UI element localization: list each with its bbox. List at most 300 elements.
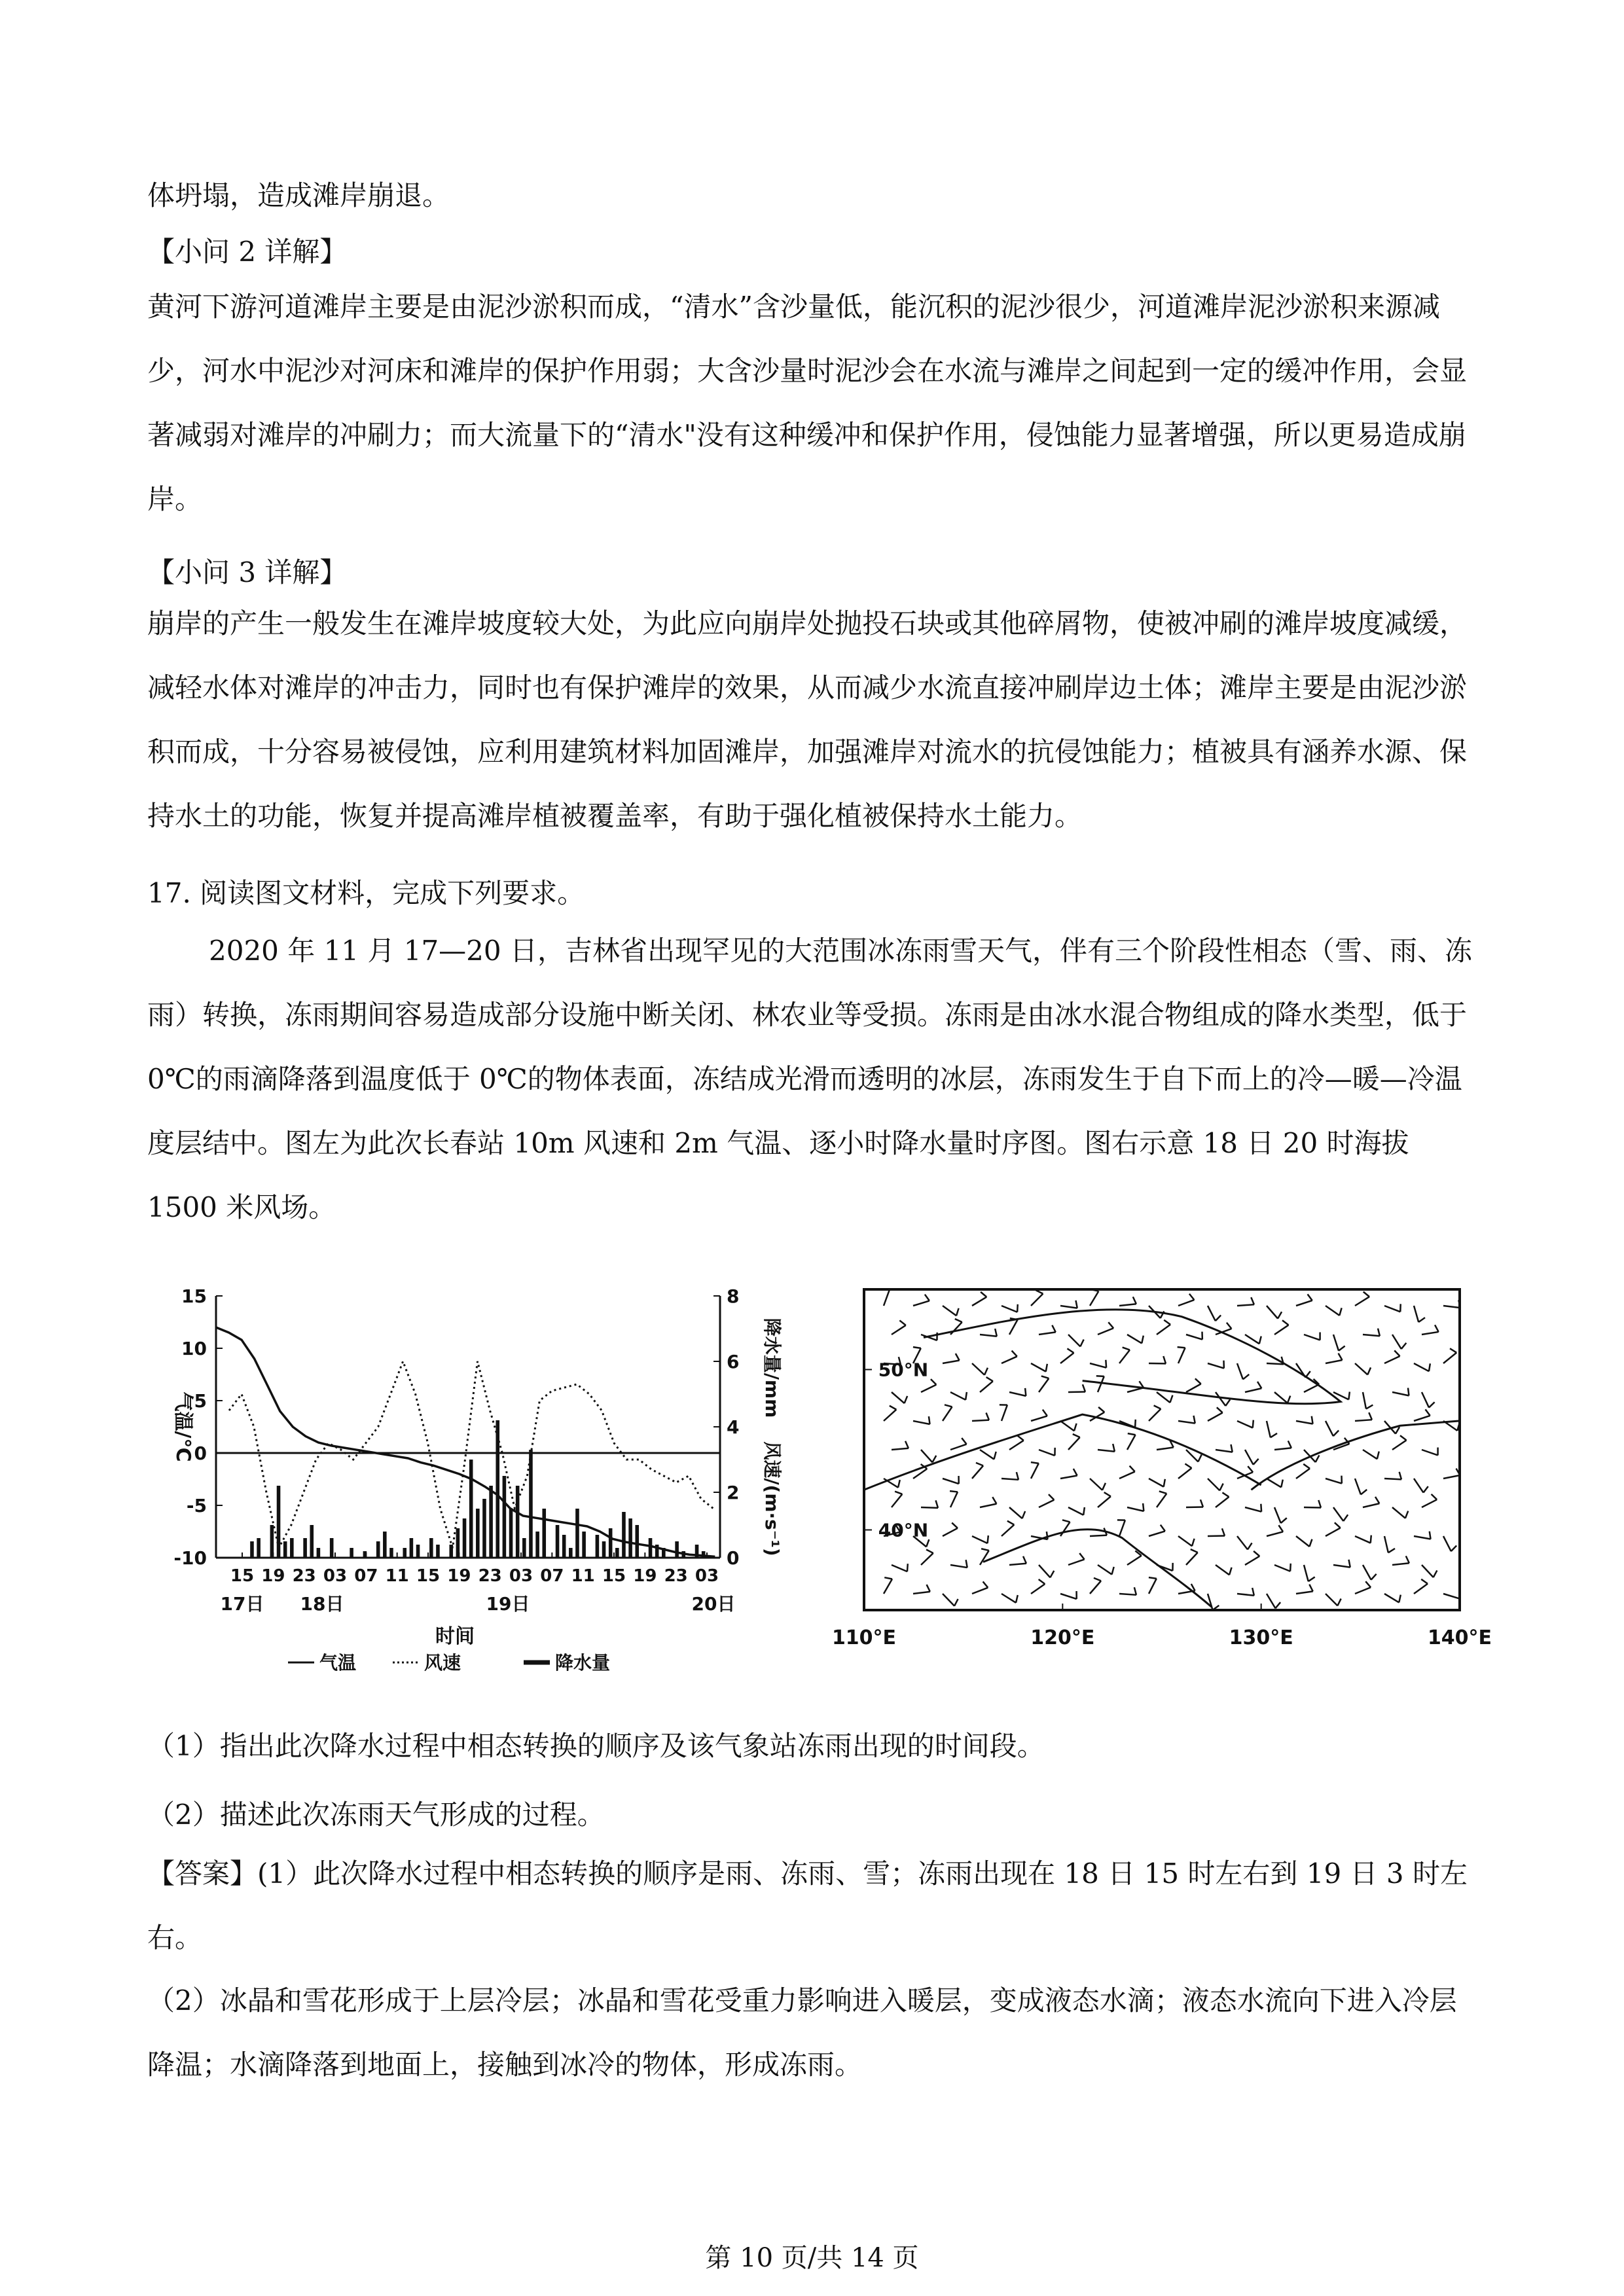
wind-barb: [1392, 1556, 1409, 1565]
wind-barb-shaft: [943, 1479, 959, 1484]
wind-barb-flag: [931, 1379, 936, 1385]
wind-barb-shaft: [1060, 1306, 1077, 1308]
x-tick-label: 03: [323, 1566, 348, 1586]
wind-barb-shaft: [1216, 1450, 1233, 1452]
wind-barb-shaft: [1157, 1325, 1170, 1335]
wind-barb-flag: [1134, 1587, 1136, 1595]
wind-barb: [1186, 1378, 1201, 1392]
wind-barb-shaft: [892, 1494, 902, 1507]
wind-barb-shaft: [1060, 1421, 1074, 1431]
wind-barb: [943, 1405, 952, 1421]
wind-barb: [1127, 1433, 1136, 1450]
wind-barb-shaft: [1267, 1306, 1278, 1319]
wind-barb-flag: [1271, 1433, 1277, 1437]
wind-barb: [1090, 1578, 1101, 1594]
x-tick-label: 07: [354, 1566, 378, 1586]
wind-barb: [1363, 1565, 1377, 1580]
wind-barb-shaft: [1098, 1328, 1113, 1335]
wind-barb-flag: [1337, 1599, 1341, 1606]
wind-barb-shaft: [1304, 1335, 1320, 1340]
wind-barb-flag: [1164, 1320, 1170, 1325]
wind-barb-shaft: [1149, 1479, 1164, 1487]
precip-bar: [622, 1512, 626, 1558]
wind-barb-flag: [1371, 1574, 1377, 1580]
wind-barb-flag: [1248, 1466, 1253, 1472]
precip-bar: [529, 1450, 533, 1558]
wind-barb: [1355, 1581, 1371, 1594]
wind-barb-shaft: [1392, 1563, 1409, 1565]
wind-barb: [1296, 1536, 1312, 1547]
wind-barb-shaft: [1443, 1353, 1456, 1363]
wind-barb-flag: [1079, 1553, 1084, 1559]
wind-barb: [1090, 1479, 1106, 1490]
precip-bar: [562, 1535, 566, 1558]
wind-barb-flag: [1198, 1455, 1201, 1462]
section-heading-q3: 【小问 3 详解】: [147, 556, 348, 588]
wind-barb-shaft: [1216, 1565, 1229, 1575]
wind-barb-flag: [1083, 1507, 1085, 1515]
day-label: 17日: [220, 1593, 264, 1615]
wind-barb-shaft: [1090, 1535, 1107, 1536]
wind-barb-flag: [1023, 1556, 1026, 1564]
wind-barb-flag: [956, 1354, 960, 1361]
wind-barb: [1422, 1447, 1438, 1455]
wind-barb: [1443, 1469, 1460, 1479]
wind-barb-shaft: [1178, 1421, 1195, 1424]
wind-barb-shaft: [1031, 1463, 1039, 1479]
wind-barb-shaft: [1186, 1335, 1202, 1340]
wind-barb-flag: [1369, 1412, 1372, 1420]
wind-barb: [1392, 1435, 1407, 1450]
wind-barb: [1178, 1416, 1195, 1424]
wind-barb-flag: [1050, 1571, 1054, 1577]
wind-barb-flag: [995, 1329, 997, 1336]
border-line: [924, 1310, 1341, 1404]
wind-barb: [1422, 1325, 1439, 1335]
wind-barb: [1267, 1479, 1283, 1487]
wind-barb: [980, 1497, 996, 1507]
wind-barb-shaft: [1422, 1565, 1434, 1577]
x-tick-label: 23: [478, 1566, 502, 1586]
wind-barb-shaft: [1274, 1507, 1281, 1523]
wind-barb: [1157, 1491, 1166, 1507]
wind-barb-flag: [1227, 1323, 1232, 1329]
wind-barb-shaft: [913, 1421, 930, 1424]
precip-bar: [522, 1538, 526, 1558]
wind-barb-flag: [1278, 1525, 1283, 1532]
right-tick-label: 4: [727, 1416, 740, 1438]
wind-barb-flag: [1219, 1484, 1223, 1491]
wind-barb-shaft: [1001, 1525, 1014, 1536]
wind-barb-shaft: [1098, 1450, 1115, 1452]
wind-barb: [921, 1450, 936, 1462]
wind-barb-shaft: [943, 1528, 958, 1536]
wind-barb-shaft: [1039, 1565, 1050, 1577]
wind-barb-shaft: [1363, 1503, 1379, 1507]
wind-barb: [1414, 1363, 1430, 1371]
wind-barb: [1149, 1405, 1161, 1421]
wind-field-map: [831, 1283, 1492, 1676]
wind-barb-shaft: [1060, 1522, 1070, 1536]
wind-barb-flag: [1396, 1427, 1399, 1433]
wind-barb-shaft: [921, 1553, 933, 1565]
paragraph-collapse-cause: 体坍塌，造成滩岸崩退。: [147, 179, 450, 211]
wind-barb: [1333, 1507, 1348, 1521]
precip-bar: [330, 1538, 334, 1558]
answer-1: 【答案】(1）此次降水过程中相态转换的顺序是雨、冻雨、雪；冻雨出现在 18 日 15 时左右到 19 日 3 时左右。: [147, 1857, 1468, 1954]
wind-barb-flag: [1104, 1492, 1111, 1496]
wind-barb-flag: [905, 1396, 908, 1403]
wind-barb-flag: [1377, 1452, 1379, 1460]
timeseries-chart: [157, 1270, 812, 1676]
wind-barb: [1060, 1300, 1077, 1308]
x-tick-label: 03: [509, 1566, 533, 1586]
wind-barb-flag: [1083, 1384, 1085, 1391]
wind-barb: [1117, 1520, 1125, 1536]
wind-barb-shaft: [1304, 1565, 1308, 1581]
wind-barb: [950, 1438, 967, 1450]
wind-barb-shaft: [1422, 1499, 1437, 1507]
wind-barb-shaft: [1355, 1420, 1372, 1421]
answer-2: （2）冰晶和雪花形成于上层冷层；冰晶和雪花受重力影响进入暖层，变成液态水滴；液态水流向下进入冷层降温；水滴降落到地面上，接触到冰冷的物体，形成冻雨。: [147, 1984, 1457, 2081]
wind-barb-shaft: [1090, 1291, 1098, 1306]
wind-barb-shaft: [1060, 1594, 1077, 1599]
wind-barb-shaft: [1009, 1319, 1018, 1335]
wind-barb: [1422, 1392, 1435, 1408]
wind-barb: [1326, 1476, 1342, 1484]
wind-barb-shaft: [980, 1335, 997, 1336]
wind-barb-shaft: [1355, 1536, 1371, 1543]
wind-barb-flag: [1418, 1318, 1425, 1322]
wind-barb-flag: [1016, 1595, 1018, 1603]
wind-barb: [913, 1464, 927, 1479]
precip-bar: [482, 1499, 486, 1558]
wind-barb-shaft: [1060, 1353, 1074, 1363]
wind-barb: [1157, 1392, 1172, 1403]
wind-barb: [1363, 1450, 1379, 1459]
wind-barb-flag: [1333, 1431, 1339, 1437]
wind-barb-shaft: [1060, 1475, 1077, 1479]
wind-barb: [1296, 1416, 1313, 1424]
wind-barb: [1363, 1392, 1373, 1409]
wind-barb: [1296, 1294, 1312, 1306]
wind-barb-flag: [1017, 1304, 1018, 1312]
wind-barb-shaft: [1098, 1376, 1104, 1392]
wind-barb-flag: [955, 1319, 962, 1322]
wind-barb-flag: [1112, 1567, 1114, 1575]
wind-barb-shaft: [972, 1536, 988, 1543]
wind-barb-flag: [1303, 1464, 1310, 1469]
wind-barb: [972, 1463, 983, 1479]
wind-barb-shaft: [1178, 1348, 1185, 1363]
wind-barb-shaft: [980, 1551, 989, 1565]
wind-barb: [1119, 1297, 1136, 1306]
wind-barb: [1208, 1407, 1223, 1421]
wind-barb-flag: [1424, 1486, 1428, 1493]
wind-barb-shaft: [1039, 1500, 1054, 1507]
wind-barb: [1090, 1289, 1098, 1306]
wind-barb: [1060, 1348, 1074, 1363]
wind-barb-shaft: [1326, 1306, 1339, 1316]
wind-barb-flag: [1046, 1364, 1047, 1372]
precip-bar: [675, 1541, 679, 1558]
x-tick-label: 23: [292, 1566, 316, 1586]
map-x-tick-label: 140°E: [1427, 1626, 1492, 1649]
wind-barb-flag: [1259, 1336, 1261, 1344]
wind-barb: [1237, 1420, 1254, 1428]
wind-barb: [1274, 1320, 1289, 1335]
wind-barb: [1208, 1594, 1219, 1610]
wind-barb-flag: [1308, 1577, 1315, 1581]
wind-barb-shaft: [913, 1300, 929, 1306]
paragraph-q3-explanation: 崩岸的产生一般发生在滩岸坡度较大处，为此应向崩岸处抛投石块或其他碎屑物，使被冲刷的滩岸坡度减缓，减轻水体对滩岸的冲击力，同时也有保护滩岸的效果，从而减少水流直接冲刷岸边土体；滩岸主要是由泥沙淤积而成，十分容易被侵蚀，应利用建筑材料加固滩岸，加强滩岸对流水的抗侵蚀能力；植被具有涵养水源、保持水土的功能，恢复并提高滩岸植被覆盖率，有助于强化植被保持水土能力。: [147, 607, 1468, 832]
wind-barb: [1443, 1536, 1456, 1551]
wind-barb-shaft: [1363, 1335, 1380, 1336]
wind-barb-shaft: [1149, 1579, 1157, 1594]
wind-barb-shaft: [1245, 1335, 1259, 1344]
wind-barb-shaft: [1178, 1536, 1192, 1546]
wind-barb-shaft: [1001, 1594, 1016, 1603]
precip-bar: [582, 1532, 586, 1558]
wind-barb-flag: [1426, 1409, 1430, 1416]
precip-bar: [389, 1548, 393, 1558]
wind-barb-shaft: [913, 1592, 930, 1594]
wind-barb: [1127, 1551, 1142, 1565]
wind-barb-flag: [1185, 1463, 1191, 1468]
wind-barb-flag: [1254, 1551, 1259, 1556]
wind-barb: [1149, 1479, 1165, 1487]
wind-barb: [950, 1491, 958, 1507]
wind-barb: [1267, 1594, 1280, 1608]
precip-bar: [257, 1538, 261, 1558]
wind-barb-flag: [1248, 1543, 1252, 1549]
wind-barb-flag: [1074, 1424, 1077, 1431]
wind-barb: [980, 1329, 997, 1336]
wind-barb-flag: [1102, 1483, 1106, 1490]
wind-barb: [1068, 1507, 1085, 1515]
wind-barb-shaft: [884, 1579, 892, 1594]
wind-barb-shaft: [1009, 1507, 1022, 1518]
wind-barb: [1068, 1335, 1084, 1346]
x-tick-label: 19: [633, 1566, 657, 1586]
x-tick-label: 15: [416, 1566, 441, 1586]
wind-barb-shaft: [1296, 1469, 1310, 1479]
wind-barb: [1068, 1434, 1080, 1450]
wind-barb-flag: [1163, 1356, 1166, 1363]
wind-barb-flag: [1022, 1511, 1026, 1518]
wind-barb-flag: [966, 1560, 967, 1568]
day-label: 19日: [486, 1593, 530, 1615]
wind-barb-flag: [890, 1406, 896, 1410]
precip-bar: [615, 1548, 619, 1558]
day-label: 20日: [691, 1593, 736, 1615]
wind-barb-flag: [986, 1413, 988, 1420]
wind-barb: [1098, 1322, 1113, 1335]
wind-barb-flag: [1367, 1367, 1371, 1374]
wind-barb: [1384, 1536, 1395, 1552]
wind-barb-shaft: [972, 1465, 983, 1479]
wind-barb-flag: [1281, 1518, 1287, 1523]
precip-bar: [429, 1538, 433, 1558]
wind-barb-flag: [1288, 1441, 1291, 1448]
wind-barb: [1216, 1565, 1232, 1575]
wind-barb: [1090, 1360, 1106, 1368]
wind-barb: [950, 1319, 962, 1335]
wind-barb-shaft: [1009, 1441, 1024, 1450]
wind-barb-flag: [1275, 1602, 1280, 1608]
wind-barb-shaft: [1274, 1325, 1289, 1335]
wind-barb-shaft: [1414, 1416, 1430, 1421]
x-tick-label: 19: [447, 1566, 471, 1586]
legend-label: 降水量: [555, 1652, 611, 1674]
x-axis-title: 时间: [435, 1625, 475, 1648]
wind-barb: [1274, 1507, 1287, 1523]
wind-barb: [1245, 1335, 1261, 1344]
wind-barb: [943, 1476, 959, 1484]
wind-barb-shaft: [892, 1565, 907, 1571]
precip-bar: [649, 1538, 653, 1558]
wind-barb-shaft: [1326, 1528, 1341, 1536]
page-footer: 第 10 页/共 14 页: [705, 2243, 919, 2273]
wind-barb-flag: [1067, 1348, 1074, 1353]
wind-barb: [884, 1406, 896, 1421]
wind-barb-flag: [1161, 1525, 1165, 1532]
precip-bar: [436, 1545, 440, 1558]
wind-barb-shaft: [1333, 1507, 1343, 1521]
wind-barb: [892, 1441, 909, 1450]
wind-barb-shaft: [1422, 1332, 1439, 1335]
wind-barb-shaft: [1178, 1468, 1191, 1479]
wind-barb: [1127, 1335, 1144, 1343]
wind-barb-shaft: [1333, 1565, 1350, 1568]
wind-barb-shaft: [1127, 1556, 1142, 1565]
wind-barb: [1208, 1528, 1225, 1536]
wind-barb: [1267, 1421, 1277, 1437]
precip-bar: [628, 1518, 632, 1558]
wind-barb: [1237, 1588, 1254, 1596]
wind-barb-shaft: [1208, 1306, 1216, 1321]
wind-barb-flag: [1052, 1325, 1055, 1333]
y-axis-title-right-wind: 风速/(m·s⁻¹): [761, 1441, 783, 1556]
wind-barb-flag: [945, 1405, 952, 1407]
wind-barb-flag: [956, 1308, 959, 1316]
wind-barb: [1149, 1577, 1157, 1594]
wind-barb-flag: [1348, 1560, 1350, 1568]
precip-bar: [317, 1548, 321, 1558]
wind-barb-shaft: [943, 1360, 960, 1363]
wind-barb-shaft: [1267, 1594, 1275, 1608]
wind-barb-flag: [1094, 1578, 1101, 1581]
wind-barb-shaft: [1443, 1536, 1451, 1551]
wind-barb: [1001, 1304, 1018, 1312]
wind-barb: [1304, 1332, 1320, 1340]
wind-barb: [1304, 1565, 1315, 1581]
wind-barb-shaft: [1355, 1587, 1371, 1594]
wind-barb-shaft: [1127, 1435, 1136, 1450]
wind-barb-shaft: [1068, 1560, 1085, 1565]
wind-barb-shaft: [980, 1381, 993, 1392]
question-1: （1）指出此次降水过程中相态转换的顺序及该气象站冻雨出现的时间段。: [147, 1730, 1045, 1762]
wind-barb-flag: [1434, 1570, 1437, 1577]
wind-barb-flag: [913, 1347, 921, 1348]
wind-barb-shaft: [1414, 1479, 1424, 1493]
wind-barb-shaft: [1068, 1335, 1080, 1346]
wind-barb-flag: [1075, 1300, 1077, 1308]
precip-bar: [602, 1541, 606, 1558]
wind-barb-flag: [1191, 1549, 1198, 1552]
wind-barb: [913, 1416, 930, 1424]
wind-barb: [1001, 1351, 1017, 1363]
wind-barb-flag: [965, 1392, 967, 1400]
wind-barb: [1149, 1525, 1165, 1536]
wind-barb-flag: [994, 1452, 996, 1460]
wind-barb: [1039, 1376, 1049, 1392]
wind-barb: [1186, 1499, 1203, 1507]
wind-barb-flag: [1363, 1292, 1369, 1297]
wind-barb-shaft: [1422, 1450, 1438, 1455]
x-tick-label: 11: [385, 1566, 409, 1586]
precip-bar: [303, 1538, 307, 1558]
wind-barb: [1245, 1382, 1261, 1392]
wind-barb-shaft: [1001, 1356, 1017, 1363]
wind-barb-flag: [1192, 1539, 1195, 1546]
wind-barb-flag: [950, 1491, 958, 1492]
wind-barb: [913, 1295, 929, 1306]
wind-barb-flag: [1222, 1528, 1225, 1535]
wind-barb-shaft: [1031, 1363, 1046, 1372]
wind-barb: [1296, 1585, 1313, 1594]
wind-barb-shaft: [921, 1385, 936, 1392]
wind-barb-flag: [1253, 1420, 1254, 1428]
wind-barb-flag: [1366, 1405, 1373, 1409]
map-x-tick-label: 130°E: [1229, 1626, 1293, 1649]
wind-barb-flag: [981, 1292, 986, 1297]
wind-barb-flag: [1348, 1391, 1349, 1399]
wind-barb-shaft: [1443, 1475, 1460, 1479]
wind-barb-flag: [1243, 1374, 1249, 1380]
wind-barb-shaft: [1031, 1584, 1045, 1594]
wind-barb: [1392, 1388, 1409, 1395]
wind-barb: [1039, 1325, 1056, 1335]
wind-barb: [1267, 1525, 1283, 1536]
wind-barb-flag: [1178, 1347, 1185, 1348]
wind-barb: [1039, 1565, 1054, 1577]
wind-barb-shaft: [1326, 1421, 1333, 1436]
wind-barb: [1245, 1504, 1261, 1512]
wind-barb: [1119, 1587, 1136, 1595]
wind-barb-flag: [1281, 1480, 1283, 1488]
wind-barb-shaft: [1392, 1507, 1405, 1518]
wind-barb-shaft: [1208, 1363, 1224, 1369]
wind-barb: [1326, 1594, 1341, 1605]
wind-barb: [1157, 1320, 1170, 1335]
wind-barb-shaft: [1267, 1421, 1271, 1437]
wind-barb-shaft: [1090, 1479, 1102, 1490]
wind-barb-flag: [1309, 1539, 1312, 1547]
wind-barb-shaft: [1274, 1565, 1290, 1571]
wind-barb: [1098, 1565, 1114, 1575]
wind-barb-shaft: [1098, 1565, 1112, 1575]
wind-barb-shaft: [1326, 1360, 1343, 1363]
wind-barb-shaft: [1031, 1294, 1043, 1306]
precip-bar: [516, 1486, 520, 1558]
wind-barb: [1001, 1594, 1018, 1603]
wind-barb-flag: [1400, 1435, 1407, 1440]
wind-barb-shaft: [1443, 1306, 1460, 1308]
wind-barb: [1355, 1292, 1369, 1306]
wind-barb: [921, 1549, 933, 1565]
wind-barb-shaft: [1157, 1447, 1174, 1450]
